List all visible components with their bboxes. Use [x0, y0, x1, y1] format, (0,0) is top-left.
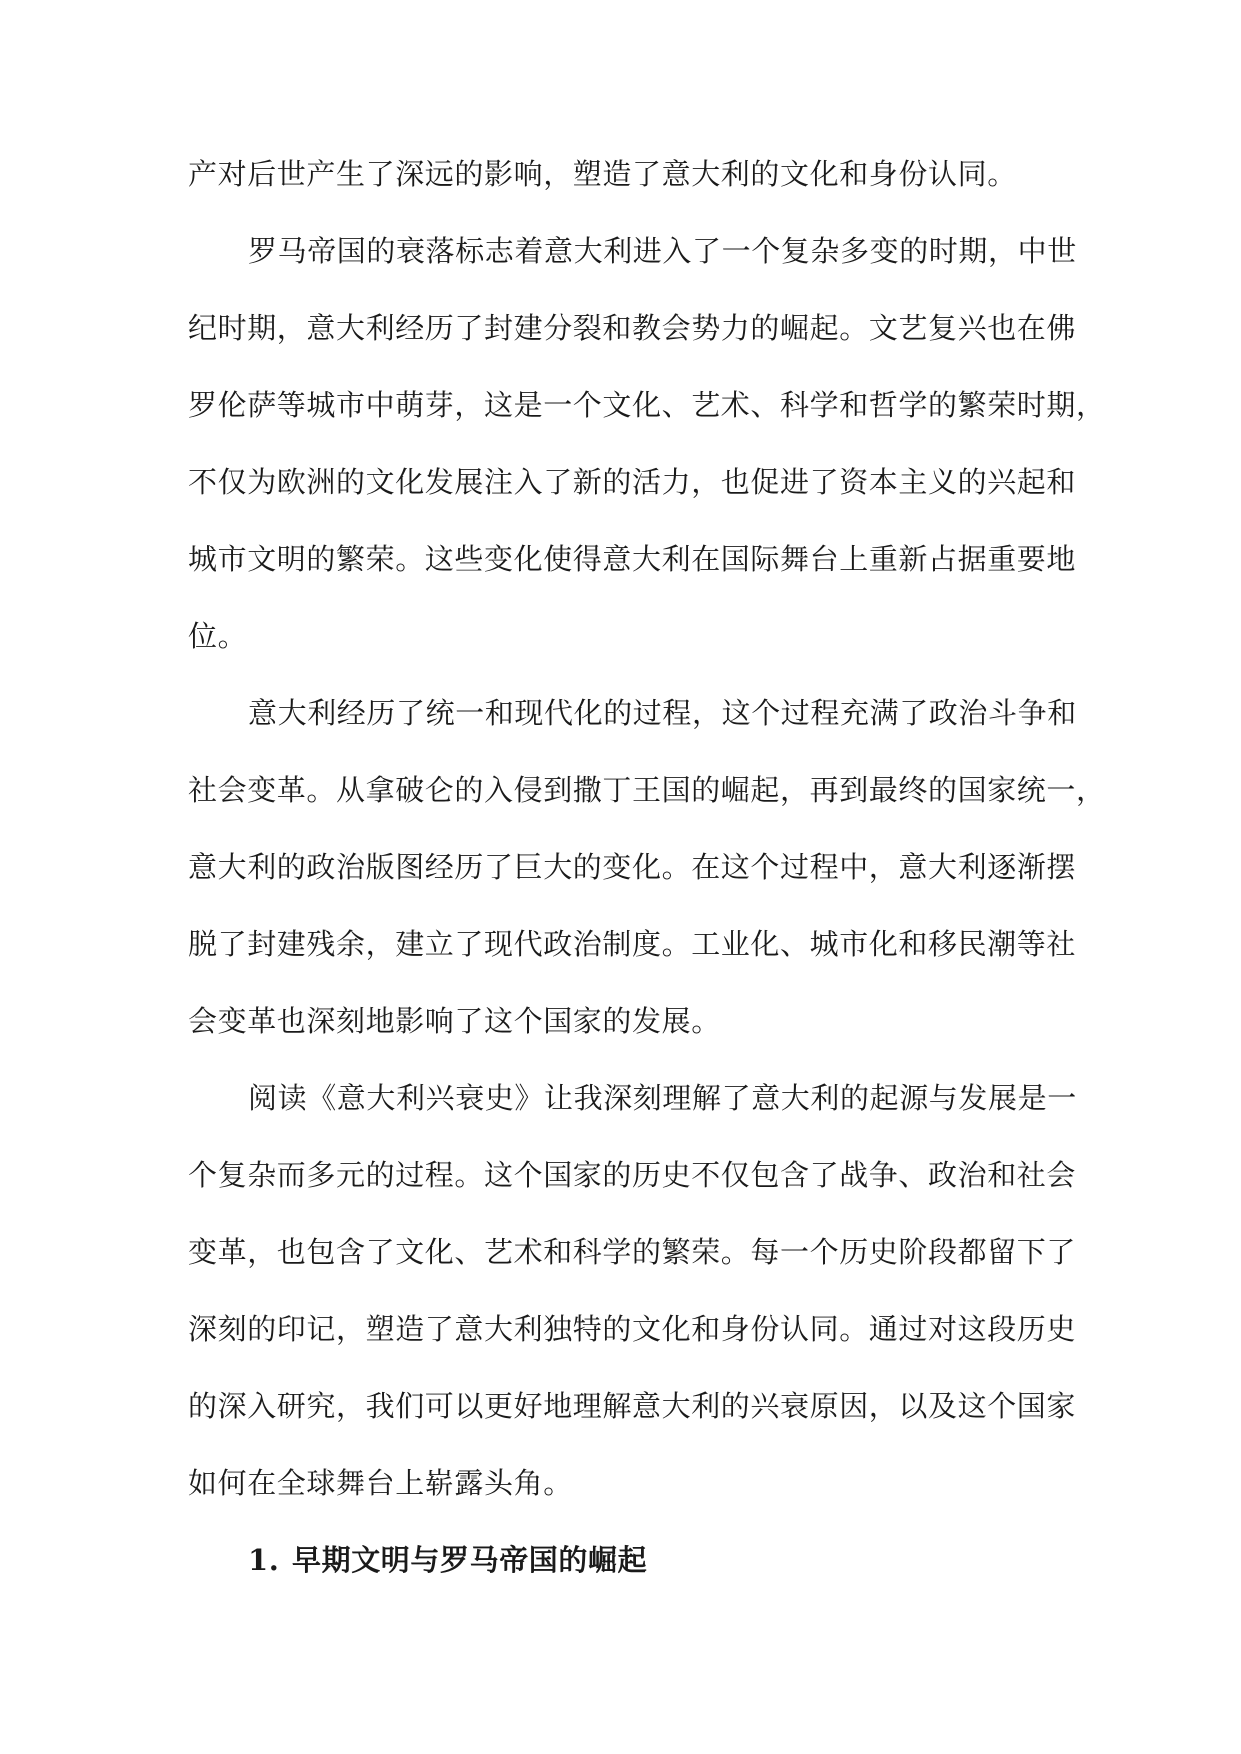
section-heading [248, 1540, 647, 1580]
text-line: 不仅为欧洲的文化发展注入了新的活力，也促进了资本主义的兴起和 [188, 465, 1077, 499]
text-line: 脱了封建残余，建立了现代政治制度。工业化、城市化和移民潮等社 [188, 927, 1077, 961]
text-line: 纪时期，意大利经历了封建分裂和教会势力的崛起。文艺复兴也在佛 [188, 311, 1077, 345]
section-title: 早期文明与罗马帝国的崛起 [292, 1543, 648, 1577]
text-line: 会变革也深刻地影响了这个国家的发展。 [188, 1004, 721, 1038]
text-line: 城市文明的繁荣。这些变化使得意大利在国际舞台上重新占据重要地 [188, 542, 1077, 576]
text-line: 阅读《意大利兴衰史》让我深刻理解了意大利的起源与发展是一 [248, 1081, 1077, 1115]
text-line: 意大利经历了统一和现代化的过程，这个过程充满了政治斗争和 [248, 696, 1077, 730]
text-line: 个复杂而多元的过程。这个国家的历史不仅包含了战争、政治和社会 [188, 1158, 1077, 1192]
text-line: 的深入研究，我们可以更好地理解意大利的兴衰原因，以及这个国家 [188, 1389, 1077, 1423]
text-line: 深刻的印记，塑造了意大利独特的文化和身份认同。通过对这段历史 [188, 1312, 1077, 1346]
text-line: 变革，也包含了文化、艺术和科学的繁荣。每一个历史阶段都留下了 [188, 1235, 1077, 1269]
text-line: 位。 [188, 619, 248, 653]
text-line: 社会变革。从拿破仑的入侵到撒丁王国的崛起，再到最终的国家统一， [188, 773, 1106, 807]
section-number: 1. [248, 1543, 280, 1577]
text-line: 罗马帝国的衰落标志着意大利进入了一个复杂多变的时期，中世 [248, 234, 1077, 268]
text-line: 罗伦萨等城市中萌芽，这是一个文化、艺术、科学和哲学的繁荣时期， [188, 388, 1106, 422]
text-line: 如何在全球舞台上崭露头角。 [188, 1466, 573, 1500]
text-line: 产对后世产生了深远的影响，塑造了意大利的文化和身份认同。 [188, 157, 1017, 191]
text-line: 意大利的政治版图经历了巨大的变化。在这个过程中，意大利逐渐摆 [188, 850, 1077, 884]
